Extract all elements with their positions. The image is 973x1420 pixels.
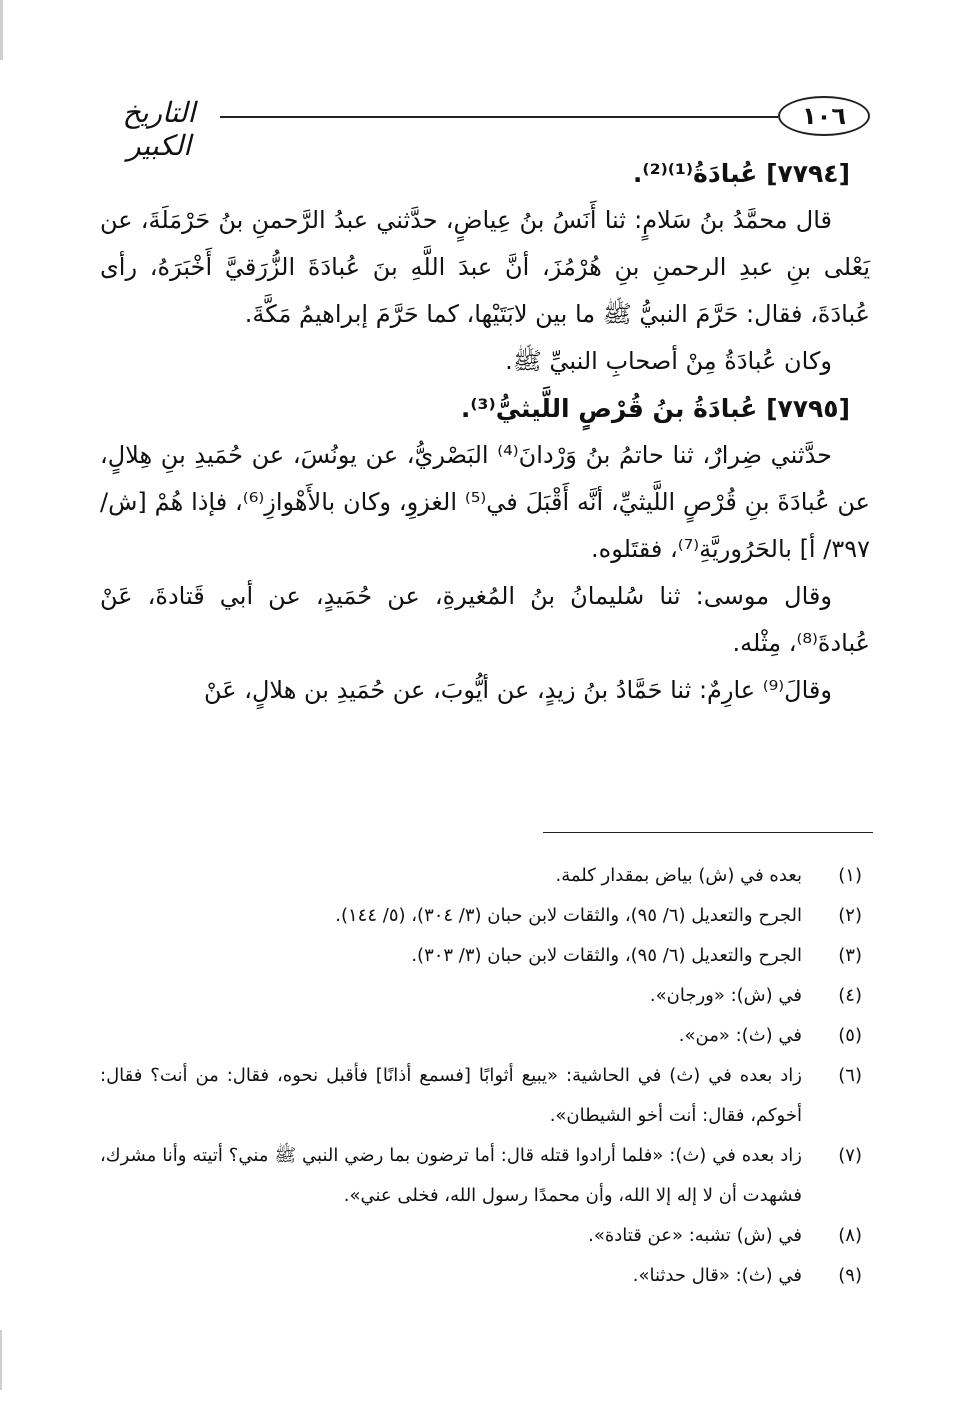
footnote: [100, 1056, 870, 1136]
footnote-number: (٣): [838, 945, 862, 966]
footnote-number: (٨): [838, 1225, 862, 1246]
paragraph: وقالَ⁽⁹⁾ عارِمٌ: ثنا حَمَّادُ بنُ زيدٍ، عن أيُّوبَ، عن حُمَيدِ بن هلالٍ، عَنْ: [204, 676, 832, 704]
footnote-number: (٥): [838, 1025, 862, 1046]
footnote-text: في (ث): «قال حدثنا».: [632, 1265, 802, 1286]
footnote: [100, 1256, 870, 1296]
page-header: [100, 96, 870, 162]
header-rule: [220, 116, 778, 118]
scan-edge-mark: [0, 1330, 2, 1390]
footnote-text: بعده في (ش) بياض بمقدار كلمة.: [555, 865, 802, 886]
footnote-number: (٢): [838, 905, 862, 926]
paragraph: حدَّثني ضِرارٌ، ثنا حاتمُ بنُ وَرْدانَ⁽⁴⁾ البَصْريُّ، عن يونُسَ، عن حُمَيدِ بنِ هِلالٍ، عن عُبادَةَ بنِ قُرْصٍ اللَّيثيِّ، أنَّه أَقْبَلَ في⁽⁵⁾ الغزوِ، وكان بالأَهْوازِ⁽⁶⁾، فإذا هُمْ [ش/ ٣٩٧/ أ] بالحَرُوريَّةِ⁽⁷⁾، فقتَلوه.: [100, 441, 871, 563]
paragraph: وقال موسى: ثنا سُليمانُ بنُ المُغيرةِ، عن حُمَيدٍ، عن أبي قَتادةَ، عَنْ عُبادةَ⁽⁸⁾، مِثْله.: [100, 582, 870, 657]
page-number-badge: [778, 96, 870, 136]
footnote-text: في (ش) تشبه: «عن قتادة».: [588, 1225, 802, 1246]
footnote: [100, 896, 870, 936]
footnote-number: (٩): [838, 1265, 862, 1286]
entry-heading-7794: [٧٧٩٤] عُبادَةُ⁽¹⁾⁽²⁾.: [632, 159, 850, 188]
footnotes: [100, 856, 870, 1296]
footnote: [100, 856, 870, 896]
paragraph: وكان عُبادَةُ مِنْ أصحابِ النبيِّ ﷺ.: [505, 347, 832, 375]
footnote-number: (١): [838, 865, 862, 886]
footnote: [100, 1136, 870, 1216]
footnote: [100, 936, 870, 976]
book-title: التاريخ الكبير: [122, 96, 196, 162]
footnote-text: زاد بعده في (ث) في الحاشية: «يبيع أثوابًا [فسمع أذانًا] فأقبل نحوه، فقال: من أنت؟ فقال: أخوكم، فقال: أنت أخو الشيطان».: [100, 1065, 802, 1126]
footnote-number: (٦): [838, 1065, 862, 1086]
footnote: [100, 976, 870, 1016]
footnote-number: (٤): [838, 985, 862, 1006]
footnote-text: الجرح والتعديل (٦/ ٩٥)، والثقات لابن حبان (٣/ ٣٠٤)، (٥/ ١٤٤).: [335, 905, 802, 926]
footnote: [100, 1016, 870, 1056]
entry-heading-7795: [٧٧٩٥] عُبادَةُ بنُ قُرْصٍ اللَّيثيُّ⁽³⁾.: [460, 394, 850, 423]
footnote-text: في (ث): «من».: [678, 1025, 802, 1046]
footnote-number: (٧): [838, 1145, 862, 1166]
footnote-divider: [543, 832, 873, 833]
scan-edge-mark: [0, 0, 3, 60]
footnote: [100, 1216, 870, 1256]
footnote-text: الجرح والتعديل (٦/ ٩٥)، والثقات لابن حبان (٣/ ٣٠٣).: [411, 945, 802, 966]
paragraph: قال محمَّدُ بنُ سَلامٍ: ثنا أَنَسُ بنُ عِياضٍ، حدَّثني عبدُ الرَّحمنِ بنُ حَرْمَلَةَ، عن يَعْلى بنِ عبدِ الرحمنِ بنِ هُرْمُزَ، أنَّ عبدَ اللَّهِ بنَ عُبادَةَ الزُّرَقيَّ أَخْبَرَهُ، رأى عُبادَةَ، فقال: حَرَّمَ النبيُّ ﷺ ما بين لابَتَيْها، كما حَرَّمَ إبراهيمُ مَكَّةَ.: [100, 206, 870, 328]
footnote-text: زاد بعده في (ث): «فلما أرادوا قتله قال: أما ترضون بما رضي النبي ﷺ مني؟ أتيته وأنا مشرك، فشهدت أن لا إله إلا الله، وأن محمدًا رسول الله، فخلى عني».: [100, 1145, 802, 1206]
footnote-text: في (ش): «ورجان».: [649, 985, 802, 1006]
page-number: ١٠٦: [802, 102, 846, 130]
main-text: [100, 150, 870, 714]
